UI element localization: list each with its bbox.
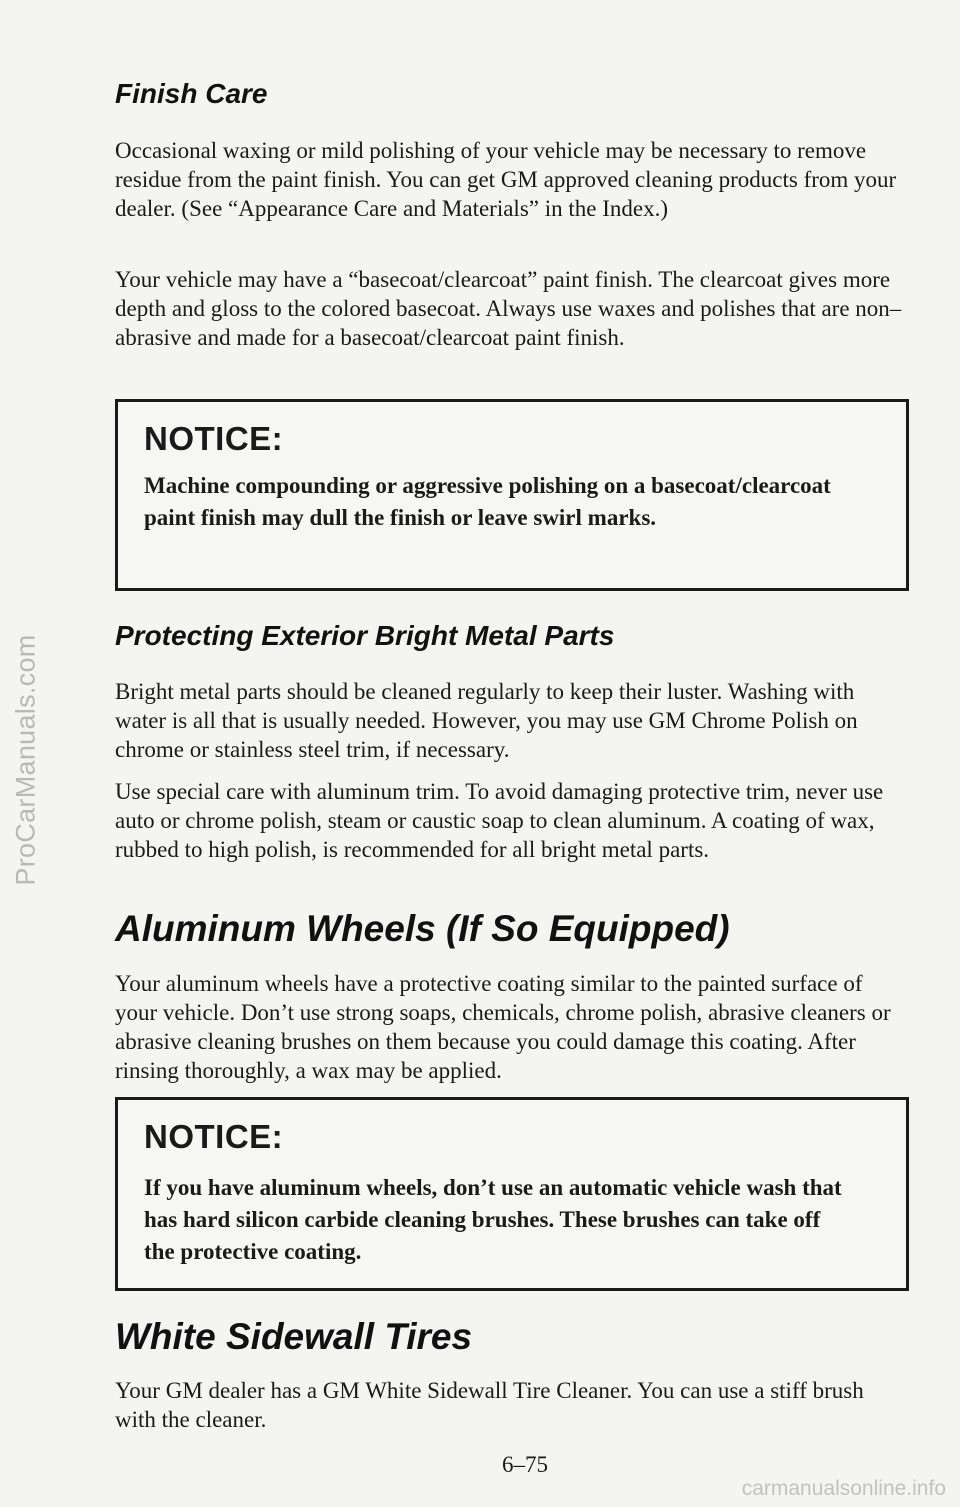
finish-care-notice-box [115, 399, 909, 591]
finish-care-heading: Finish Care [115, 78, 268, 109]
page-number: 6–75 [502, 1452, 548, 1477]
bright-metal-paragraph-1: Bright metal parts should be cleaned regularly to keep their luster. Washing with water is all that is usually needed. However, you may use GM Chrome Polish on chrome or stainless steel trim, if necessary. [115, 679, 858, 762]
aluminum-wheels-notice-box [115, 1097, 909, 1291]
notice-title: NOTICE: [144, 1118, 284, 1155]
notice-title: NOTICE: [144, 420, 284, 457]
finish-care-paragraph-1: Occasional waxing or mild polishing of your vehicle may be necessary to remove residue from the paint finish. You can get GM approved cleaning products from your dealer. (See “Appearance Care and Materials” in the Index.) [115, 138, 897, 221]
bright-metal-paragraph-2: Use special care with aluminum trim. To avoid damaging protective trim, never use auto or chrome polish, steam or caustic soap to clean aluminum. A coating of wax, rubbed to high polish, is recommended for all bright metal parts. [115, 779, 884, 862]
white-sidewall-paragraph-1: Your GM dealer has a GM White Sidewall Tire Cleaner. You can use a stiff brush with the cleaner. [115, 1378, 864, 1432]
notice-text: If you have aluminum wheels, don’t use an automatic vehicle wash that has hard silicon carbide cleaning brushes. These brushes can take off the protective coating. [144, 1175, 842, 1264]
notice-text: Machine compounding or aggressive polishing on a basecoat/clearcoat paint finish may dull the finish or leave swirl marks. [144, 473, 831, 530]
side-watermark: ProCarManuals.com [10, 634, 41, 886]
bottom-watermark: carmanualsonline.info [741, 1477, 946, 1500]
bright-metal-heading: Protecting Exterior Bright Metal Parts [115, 620, 615, 651]
aluminum-wheels-heading: Aluminum Wheels (If So Equipped) [115, 908, 730, 949]
aluminum-wheels-paragraph-1: Your aluminum wheels have a protective coating similar to the painted surface of your vehicle. Don’t use strong soaps, chemicals, chrome polish, abrasive cleaners or abrasive cleaning brushes on them because you could damage this coating. After rinsing thoroughly, a wax may be applied. [115, 971, 891, 1083]
finish-care-paragraph-2: Your vehicle may have a “basecoat/clearcoat” paint finish. The clearcoat gives more depth and gloss to the colored basecoat. Always use waxes and polishes that are non–abrasive and made for a basecoat/clearcoat paint finish. [115, 267, 902, 350]
white-sidewall-heading: White Sidewall Tires [115, 1316, 473, 1357]
